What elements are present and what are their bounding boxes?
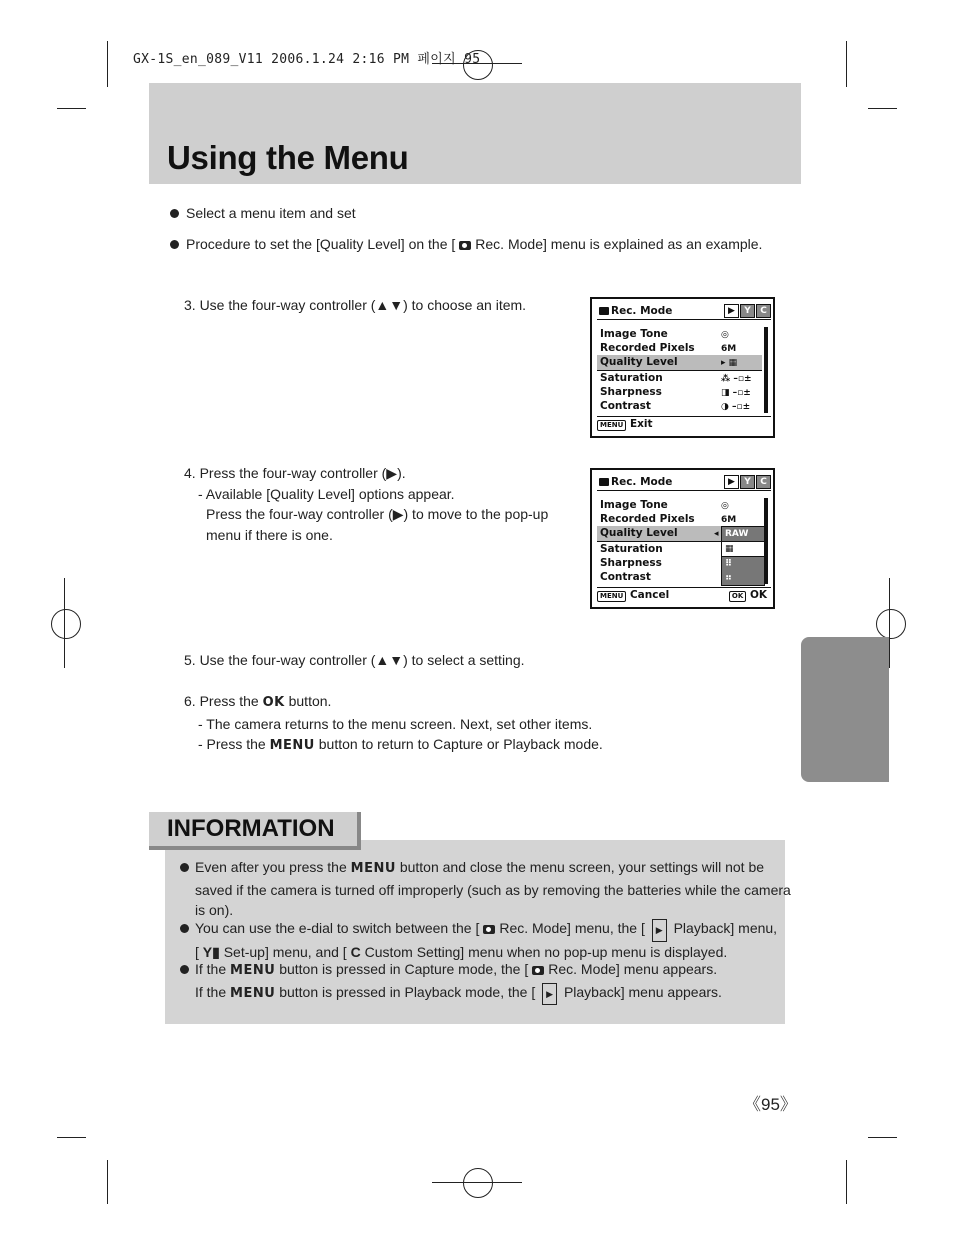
lcd-menu-item: Saturation ⁂ –▫±: [600, 371, 752, 384]
saturation-icon: ⁂ –▫±: [721, 373, 752, 384]
playback-tab-icon: ▶: [724, 304, 739, 318]
step-5: 5. Use the four-way controller (▲▼) to select a setting.: [184, 652, 525, 668]
lcd-footer: [597, 587, 771, 603]
side-thumb-tab: [801, 637, 889, 782]
step-6: 6. Press the OK button. - The camera returns to the menu screen. Next, set other items. - Press the MENU button to return to Capture or Playback mode.: [184, 693, 603, 753]
bullet-procedure: Procedure to set the [Quality Level] on the [ Rec. Mode] menu is explained as an example.: [170, 236, 762, 252]
contrast-icon: ◑ –▫±: [721, 401, 751, 412]
image-tone-icon: ◎: [721, 330, 729, 340]
ok-button-label: OK: [262, 695, 285, 710]
crop-mark: [107, 1160, 108, 1204]
image-tone-icon: ◎: [721, 501, 729, 511]
camera-icon: [483, 925, 495, 934]
lcd-menu-item: Contrast ◑ –▫±: [600, 399, 751, 412]
crop-mark: [846, 41, 847, 87]
bullet-dot: [170, 209, 179, 218]
menu-button-icon: MENU: [597, 420, 626, 431]
page-number: 《95》: [744, 1095, 797, 1114]
crop-mark: [57, 108, 86, 109]
popup-option-selected: ▦: [721, 541, 765, 557]
crop-mark: [846, 1160, 847, 1204]
page-title: Using the Menu: [167, 139, 409, 176]
setup-tab-icon: Y: [740, 304, 755, 318]
print-slug: GX-1S_en_089_V11 2006.1.24 2:16 PM 페이지 95: [133, 52, 481, 67]
lcd-tabs: [723, 475, 771, 489]
camera-icon: [459, 241, 471, 250]
pixels-icon: 6M: [721, 344, 737, 355]
lcd-menu-item: Contrast: [600, 570, 651, 583]
lcd-menu-item: Sharpness ◨ –▫±: [600, 385, 751, 398]
info-paragraph-3: If the MENU button is pressed in Capture mode, the [ Rec. Mode] menu appears. If the MENU button is pressed in Playback mode, the [ ▶ Playback] menu appears.: [180, 959, 722, 1005]
crop-mark: [868, 1137, 897, 1138]
crop-mark: [107, 41, 108, 87]
lcd-menu-item-selected: Quality Level ◂: [597, 526, 762, 541]
camera-icon: [599, 478, 609, 486]
step-4: 4. Press the four-way controller (▶). - Available [Quality Level] options appear. Press the four-way controller (▶) to move to the pop-up menu if there is one.: [184, 465, 549, 543]
step-3: 3. Use the four-way controller (▲▼) to choose an item.: [184, 297, 527, 313]
popup-option: ⠶: [725, 573, 733, 583]
menu-button-label: MENU: [350, 861, 396, 876]
info-paragraph-1: Even after you press the MENU button and close the menu screen, your settings will not be saved if the camera is turned off improperly (such as by removing the batteries while the camera is on).: [180, 857, 791, 921]
lcd-scrollbar: [764, 498, 768, 584]
quality-popup: [721, 526, 765, 586]
setup-icon: Y▮: [202, 943, 220, 960]
playback-tab-icon: ▶: [724, 475, 739, 489]
popup-option: RAW: [725, 529, 749, 539]
registration-mark: [876, 609, 906, 639]
custom-tab-icon: C: [756, 475, 771, 489]
lcd-screen-menu: [590, 297, 775, 438]
ok-label: OK: [749, 589, 767, 601]
camera-icon: [532, 966, 544, 975]
lcd-menu-list: [597, 327, 762, 413]
registration-mark: [51, 609, 81, 639]
custom-tab-icon: C: [756, 304, 771, 318]
lcd-menu-item-selected: Quality Level ▸ ▦: [597, 355, 762, 370]
arrow-left-icon: ◂: [714, 529, 719, 540]
lcd-header-title: Rec. Mode: [611, 305, 673, 317]
quality-icon: ▸ ▦: [721, 358, 738, 369]
registration-mark: [463, 1168, 493, 1198]
lcd-menu-item: Image Tone ◎: [600, 499, 729, 511]
playback-icon: ▶: [652, 919, 667, 942]
lcd-tabs: [723, 304, 771, 318]
camera-icon: [599, 307, 609, 315]
custom-icon: C: [350, 943, 361, 960]
menu-button-icon: MENU: [597, 591, 626, 602]
title-band: [149, 83, 801, 184]
lcd-menu-item: Image Tone ◎: [600, 328, 729, 340]
lcd-scrollbar: [764, 327, 768, 413]
information-heading-tab: [149, 812, 361, 850]
bullet-dot: [170, 240, 179, 249]
footer-label: Cancel: [629, 589, 670, 601]
ok-group: [729, 588, 767, 602]
lcd-menu-item: Recorded Pixels 6M: [600, 513, 737, 526]
footer-label: Exit: [629, 418, 653, 430]
ok-button-icon: OK: [729, 591, 746, 602]
lcd-footer: [597, 416, 771, 432]
lcd-header-title: Rec. Mode: [611, 476, 673, 488]
menu-button-label: MENU: [269, 738, 315, 753]
popup-option: ⠿: [725, 559, 733, 569]
bullet-select: Select a menu item and set: [170, 205, 356, 221]
lcd-header: [597, 475, 771, 491]
lcd-menu-item: Recorded Pixels 6M: [600, 342, 737, 355]
menu-button-label: MENU: [230, 985, 276, 1001]
information-heading: INFORMATION: [167, 815, 335, 842]
menu-button-label: MENU: [230, 963, 276, 978]
setup-tab-icon: Y: [740, 475, 755, 489]
pixels-icon: 6M: [721, 515, 737, 526]
playback-icon: ▶: [542, 983, 557, 1006]
lcd-header: [597, 304, 771, 320]
lcd-screen-popup: [590, 468, 775, 609]
crop-mark: [868, 108, 897, 109]
sharpness-icon: ◨ –▫±: [721, 387, 751, 398]
crop-mark: [57, 1137, 86, 1138]
info-paragraph-2: You can use the e-dial to switch between the [ Rec. Mode] menu, the [ ▶ Playback] menu, [ Y▮ Set-up] menu, and [ C Custom Setting] menu when no pop-up menu is displayed.: [180, 918, 777, 962]
lcd-menu-item: Saturation: [600, 542, 663, 555]
lcd-menu-item: Sharpness: [600, 556, 662, 569]
